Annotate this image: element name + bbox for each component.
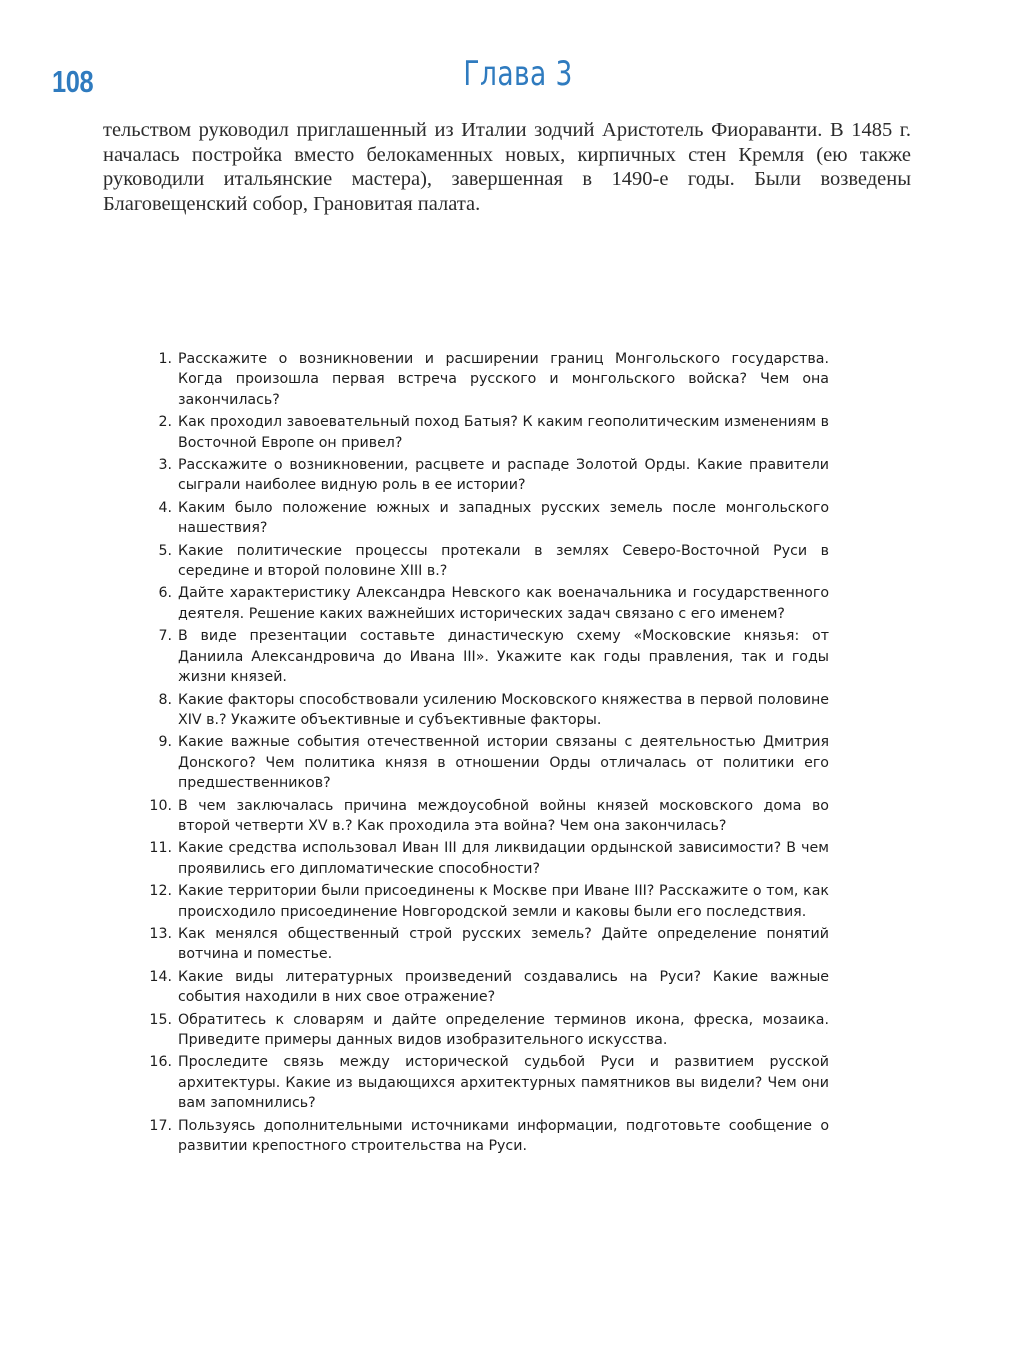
question-item — [130, 349, 829, 410]
question-item — [130, 455, 829, 496]
question-text: Какие виды литературных произведений создавались на Руси? Какие важные события находили в них свое отражение? — [178, 968, 829, 1006]
question-item — [130, 924, 829, 965]
question-text: Расскажите о возникновении и расширении границ Монгольского государства. Когда произошла первая встреча русского и монгольского войска? Чем она закончилась? — [178, 351, 829, 408]
chapter-title-text: Глава 3 — [463, 54, 573, 94]
question-item — [130, 732, 829, 793]
question-number: 7. — [158, 628, 172, 645]
question-text: Какие политические процессы протекали в землях Северо-Восточной Руси в середине и второй половине XIII в.? — [178, 542, 829, 580]
question-number: 5. — [158, 542, 172, 559]
body-paragraph: тельством руководил приглашенный из Италии зодчий Аристотель Фиораванти. В 1485 г. началась постройка вместо белокаменных новых, кирпичных стен Кремля (ею также руководили итальянские мастера), завершенная в 1490-е годы. Были возведены Благовещенский собор, Грановитая палата. — [103, 119, 911, 215]
question-text: В виде презентации составьте династическую схему «Московские князья: от Даниила Александровича до Ивана III». Укажите как годы правления, так и годы жизни князей. — [178, 628, 829, 686]
question-number: 15. — [149, 1011, 172, 1028]
question-text: Как проходил завоевательный поход Батыя? К каким геополитическим изменениям в Восточной Европе он привел? — [178, 414, 829, 451]
question-item — [130, 967, 829, 1008]
question-text: Какие территории были присоединены к Москве при Иване III? Расскажите о том, как происходило присоединение Новгородской земли и каковы были его последствия. — [178, 883, 829, 920]
page-number: 108 — [52, 64, 94, 99]
question-item — [130, 412, 829, 453]
question-text: Обратитесь к словарям и дайте определение терминов икона, фреска, мозаика. Приведите примеры данных видов изобразительного искусства. — [178, 1011, 829, 1048]
question-number: 10. — [149, 797, 172, 814]
question-text: Расскажите о возникновении, расцвете и распаде Золотой Орды. Какие правители сыграли наиболее видную роль в ее истории? — [178, 457, 829, 494]
question-number: 2. — [158, 414, 172, 431]
question-text: Какие важные события отечественной истории связаны с деятельностью Дмитрия Донского? Чем политика князя в отношении Орды отличалась от политики его предшественников? — [178, 734, 829, 792]
question-number: 14. — [149, 968, 172, 985]
question-number: 12. — [149, 883, 172, 900]
question-item — [130, 1116, 829, 1157]
question-number: 4. — [158, 499, 172, 516]
question-item — [130, 498, 829, 539]
question-text: В чем заключалась причина междоусобной войны князей московского дома во второй четверти XV в.? Как проходила эта война? Чем она закончилась? — [178, 797, 829, 834]
question-text: Проследите связь между исторической судьбой Руси и развитием русской архитектуры. Какие из выдающихся архитектурных памятников вы видели? Чем они вам запомнились? — [178, 1054, 829, 1112]
question-item — [130, 626, 829, 687]
questions-list — [130, 349, 829, 1158]
question-item — [130, 1010, 829, 1051]
question-text: Пользуясь дополнительными источниками информации, подготовьте сообщение о развитии крепостного строительства на Руси. — [178, 1117, 829, 1155]
question-number: 16. — [149, 1054, 172, 1071]
question-number: 11. — [149, 840, 172, 857]
question-item — [130, 541, 829, 582]
question-item — [130, 838, 829, 879]
question-number: 6. — [158, 585, 172, 602]
chapter-title — [0, 54, 1036, 94]
question-number: 13. — [149, 925, 172, 942]
question-number: 9. — [158, 734, 172, 751]
question-text: Как менялся общественный строй русских земель? Дайте определение понятий вотчина и поместье. — [178, 925, 829, 963]
question-item — [130, 796, 829, 837]
question-text: Какие факторы способствовали усилению Московского княжества в первой половине XIV в.? Укажите объективные и субъективные факторы. — [178, 691, 829, 728]
question-number: 1. — [158, 351, 172, 367]
question-number: 17. — [149, 1117, 172, 1134]
question-number: 3. — [158, 457, 172, 474]
question-item — [130, 583, 829, 624]
question-number: 8. — [158, 691, 172, 708]
question-text: Какие средства использовал Иван III для ликвидации ордынской зависимости? В чем проявились его дипломатические способности? — [178, 840, 829, 877]
question-item — [130, 1052, 829, 1113]
question-item — [130, 881, 829, 922]
question-text: Каким было положение южных и западных русских земель после монгольского нашествия? — [178, 499, 829, 537]
question-item — [130, 690, 829, 731]
question-text: Дайте характеристику Александра Невского как военачальника и государственного деятеля. Решение каких важнейших исторических задач связано с его именем? — [178, 585, 829, 622]
